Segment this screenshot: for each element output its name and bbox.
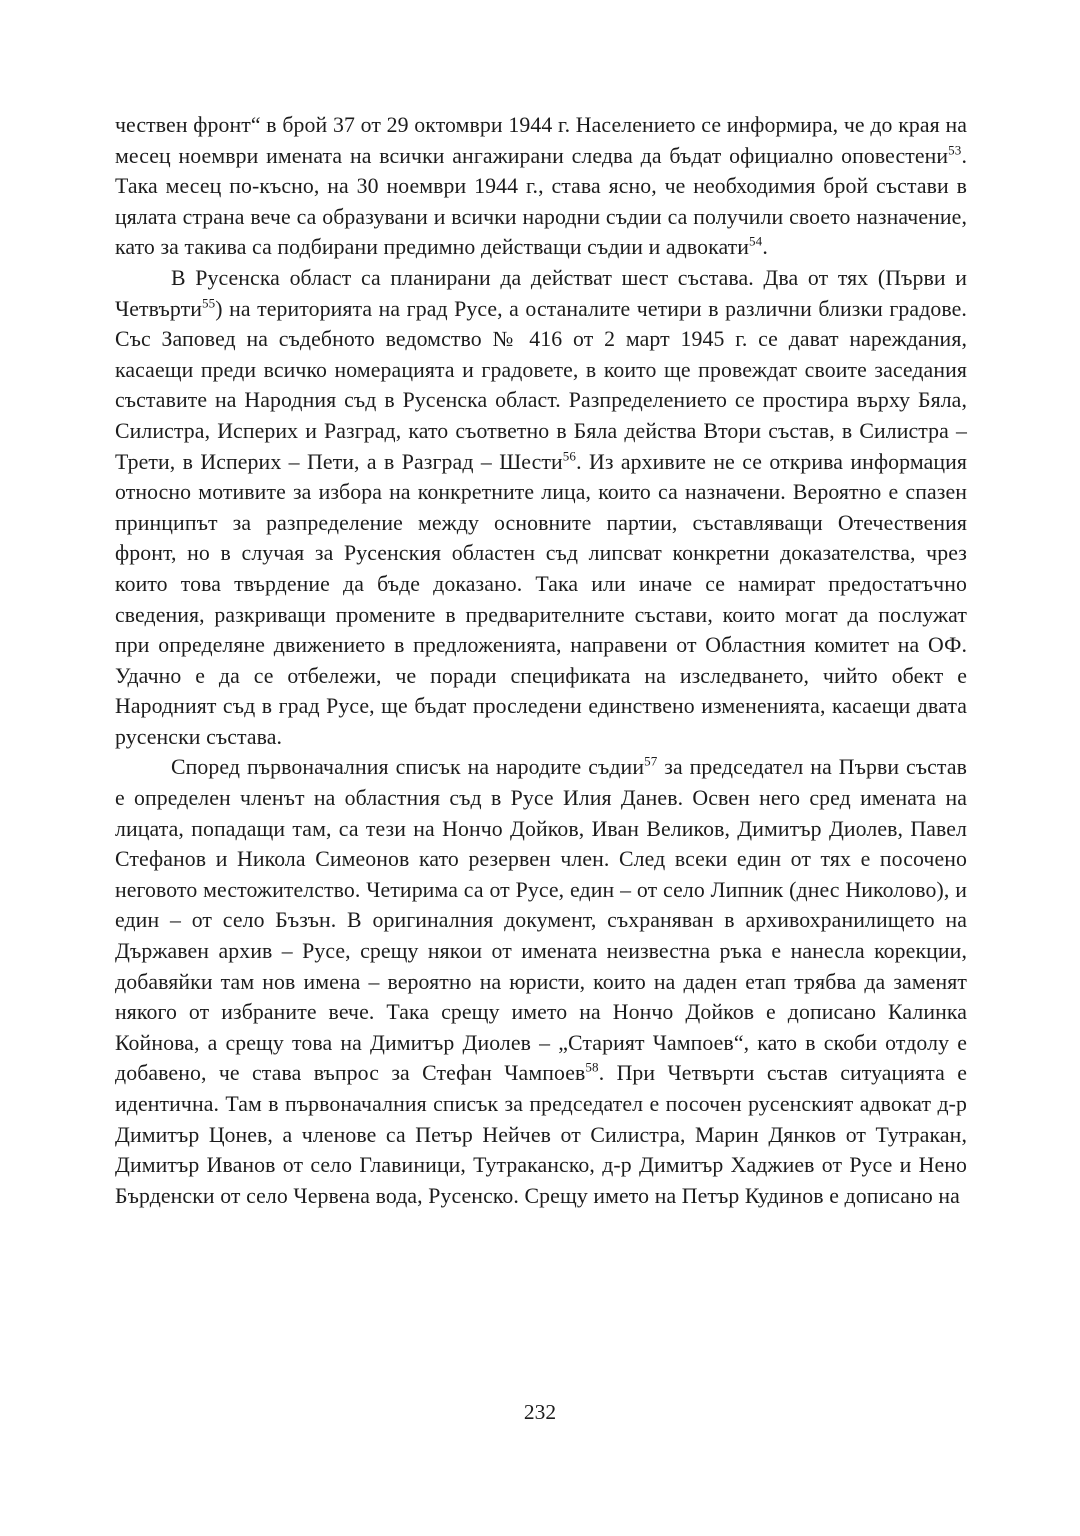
text-run: В Русенска област са планирани да действат шест състава. Два от тях (Първи и Четвърти <box>115 265 967 321</box>
paragraph <box>115 263 967 753</box>
text-run: . <box>762 235 768 260</box>
paragraph <box>115 752 967 1211</box>
text-run: . Из архивите не се открива информация относно мотивите за избора на конкретните лица, които са назначени. Вероятно е спазен принципът за разпределение между основните партии, съставляващи Отечествения фронт, но в случая за Русенския областен съд липсват конкретни доказателства, чрез които това твърдение да бъде доказано. Така или иначе се намират предостатъчно сведения, разкриващи промените в предварителните състави, които могат да послужат при определяне движението в предложенията, направени от Областния комитет на ОФ. Удачно е да се отбележи, че поради спецификата на изследването, чийто обект е Народният съд в град Русе, ще бъдат проследени единствено измененията, касаещи двата русенски състава. <box>115 449 968 749</box>
text-run: за председател на Първи състав е определен членът на областния съд в Русе Илия Данев. Освен него сред имената на лицата, попадащи там, са тези на Нончо Дойков, Иван Великов, Димитър Диолев, Павел Стефанов и Никола Симеонов като резервен член. След всеки един от тях е посочено неговото местожителство. Четирима са от Русе, един – от село Липник (днес Николово), и един – от село Бъзън. В оригиналния документ, съхраняван в архивохранилището на Държавен архив – Русе, срещу някои от имената неизвестна ръка е нанесла корекции, добавяйки там нов имена – вероятно на юристи, които на даден етап трябва да заменят някого от избраните вече. Така срещу името на Нончо Дойков е дописано Калинка Койнова, а срещу това на Димитър Диолев – „Старият Чампоев“, като в скоби отдолу е добавено, че става въпрос за Стефан Чампоев <box>115 755 967 1086</box>
footnote-ref: 55 <box>202 295 216 311</box>
page-number: 232 <box>523 1400 557 1424</box>
text-run: Според първоначалния списък на народите съдии <box>171 755 645 780</box>
text-run: . Така месец по-късно, на 30 ноември 1944 г., става ясно, че необходимия брой състави в цялата страна вече са образувани и всички народни съдии са получили своето назначение, като за такива са подбирани предимно действащи съдии и адвокати <box>115 143 967 260</box>
footnote-ref: 57 <box>644 754 658 770</box>
text-run: чествен фронт“ в брой 37 от 29 октомври 1944 г. Населението се информира, че до края на месец ноември имената на всички ангажирани следва да бъдат официално оповестени <box>115 113 967 168</box>
footnote-ref: 53 <box>948 142 962 158</box>
footnote-ref: 54 <box>749 234 763 250</box>
footnote-ref: 58 <box>585 1060 599 1076</box>
text-run: . При Четвърти състав ситуацията е идентична. Там в първоначалния списък за председател е посочен русенският адвокат д-р Димитър Цонев, а членове са Петър Нейчев от Силистра, Марин Дянков от Тутракан, Димитър Иванов от село Главиници, Тутраканско, д-р Димитър Хаджиев от Русе и Нено Бърденски от село Червена вода, Русенско. Срещу името на Петър Кудинов е дописано на <box>115 1061 967 1208</box>
text-block <box>115 110 967 1211</box>
paragraph <box>115 110 967 263</box>
footnote-ref: 56 <box>562 448 577 464</box>
text-run: ) на територията на град Русе, а останалите четири в различни близки градове. Със Заповед на съдебното ведомство № 416 от 2 март 1945 г. се дават нареждания, касаещи преди всичко номерацията и градовете, в които ще провеждат своите заседания съставите на Народния съд в Русенска област. Разпределението се простира върху Бяла, Силистра, Исперих и Разград, като съответно в Бяла действа Втори състав, в Силистра – Трети, в Исперих – Пети, а в Разград – Шести <box>115 296 967 474</box>
